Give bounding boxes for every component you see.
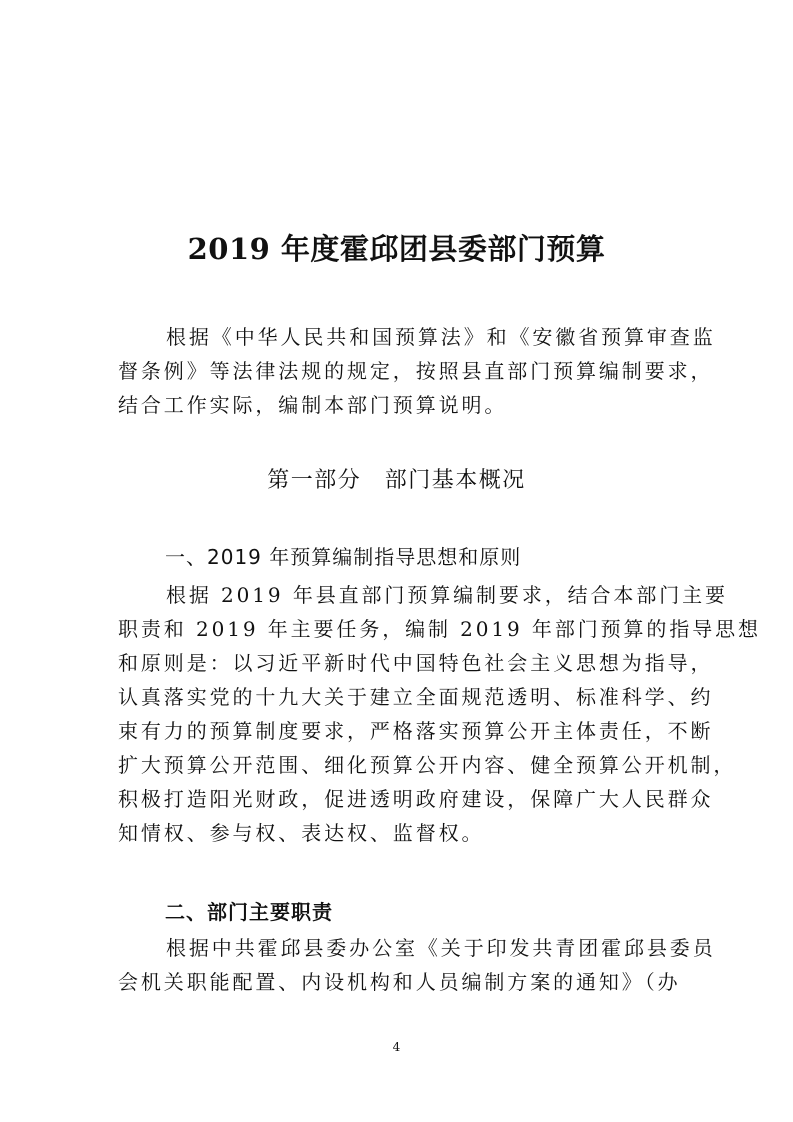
section-one-line: 积极打造阳光财政，促进透明政府建设，保障广大人民群众 xyxy=(118,787,714,811)
section-one-line: 扩大预算公开范围、细化预算公开内容、健全预算公开机制， xyxy=(118,753,737,777)
section-one-heading: 一、2019 年预算编制指导思想和原则 xyxy=(165,545,522,569)
section-one-line: 知情权、参与权、表达权、监督权。 xyxy=(118,821,485,845)
section-one-line: 认真落实党的十九大关于建立全面规范透明、标准科学、约 xyxy=(118,685,714,709)
section-one-line: 根据 2019 年县直部门预算编制要求，结合本部门主要 xyxy=(166,583,728,607)
section-one-line: 束有力的预算制度要求，严格落实预算公开主体责任，不断 xyxy=(118,719,714,743)
section-one-line: 和原则是：以习近平新时代中国特色社会主义思想为指导， xyxy=(118,651,714,675)
section-one-paragraph xyxy=(118,578,761,850)
page-number: 4 xyxy=(392,1040,401,1054)
part-one-heading: 第一部分 部门基本概况 xyxy=(267,468,526,493)
section-two-heading: 二、部门主要职责 xyxy=(165,900,333,924)
section-one-line: 职责和 2019 年主要任务，编制 2019 年部门预算的指导思想 xyxy=(118,617,761,641)
section-two-line: 根据中共霍邱县委办公室《关于印发共青团霍邱县委员 xyxy=(166,936,716,960)
intro-line: 结合工作实际，编制本部门预算说明。 xyxy=(118,393,508,417)
intro-line: 督条例》等法律法规的规定，按照县直部门预算编制要求， xyxy=(118,359,714,383)
document-title: 2019 年度霍邱团县委部门预算 xyxy=(187,232,606,266)
intro-paragraph xyxy=(118,320,716,422)
section-two-paragraph xyxy=(118,931,716,999)
intro-line: 根据《中华人民共和国预算法》和《安徽省预算审查监 xyxy=(166,325,716,349)
section-two-line: 会机关职能配置、内设机构和人员编制方案的通知》（办 xyxy=(118,970,681,994)
